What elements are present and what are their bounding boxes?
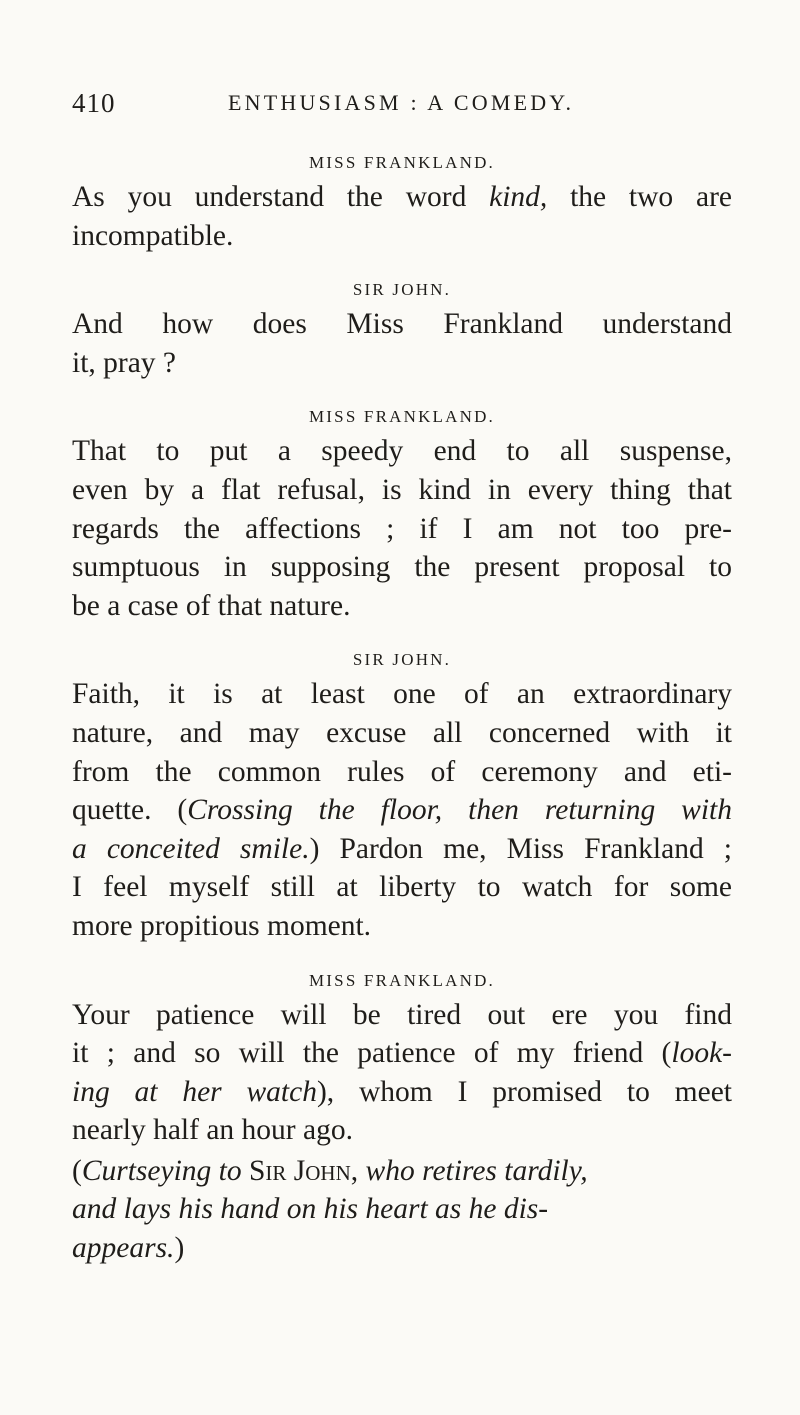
text-line: [72, 1190, 732, 1229]
text-run: ), whom I promised to meet: [316, 1075, 732, 1108]
italic-word: kind,: [489, 181, 548, 213]
text-line: That to put a speedy end to all suspense,: [72, 435, 732, 468]
text-line: even by a flat refusal, is kind in every thing that: [72, 473, 732, 506]
stage-direction: [72, 1152, 732, 1268]
text-line: [72, 1034, 732, 1073]
italic-stage-text: Curtseying to: [81, 1154, 249, 1187]
running-header: [72, 88, 732, 128]
speech-block: [72, 148, 732, 255]
text-line: Faith, it is at least one of an extraordinary: [72, 678, 732, 711]
speech-block: [72, 402, 732, 625]
text-line: I feel myself still at liberty to watch for some: [72, 871, 732, 904]
speech-text: [72, 675, 732, 945]
text-line: sumptuous in supposing the present proposal to: [72, 551, 732, 584]
text-line: [72, 178, 732, 217]
text-line: regards the affections ; if I am not too pre-: [72, 512, 732, 545]
italic-stage-text: ing at her watch: [72, 1075, 317, 1108]
speaker-name: MISS FRANKLAND.: [308, 407, 496, 427]
page-number: 410: [72, 88, 116, 118]
text-run: the two are: [547, 181, 732, 213]
speech-block: [72, 275, 732, 382]
text-line: it, pray ?: [72, 346, 177, 379]
text-run: ) Pardon me, Miss Frankland ;: [309, 832, 732, 865]
speaker-name: MISS FRANKLAND.: [308, 153, 496, 172]
text-line: more propitious moment.: [72, 909, 372, 942]
text-run: As you understand the word: [72, 181, 490, 213]
italic-stage-text: appears.: [72, 1232, 175, 1265]
text-line: And how does Miss Frankland understand: [72, 308, 732, 341]
italic-stage-text: a conceited smile.: [72, 832, 310, 865]
italic-stage-text: look-: [671, 1037, 732, 1070]
text-line: [72, 830, 732, 869]
text-line: nature, and may excuse all concerned with it: [72, 716, 732, 749]
speaker-name: MISS FRANKLAND.: [308, 970, 496, 990]
text-line: incompatible.: [72, 219, 234, 252]
text-run: quette. (: [72, 794, 188, 827]
speech-text: [72, 996, 732, 1150]
text-line: nearly half an hour ago.: [72, 1114, 353, 1147]
italic-stage-text: and lays his hand on his heart as he dis-: [72, 1193, 549, 1226]
text-line: Your patience will be tired out ere you find: [72, 998, 732, 1031]
italic-stage-text: who retires tardily,: [358, 1154, 588, 1187]
text-run: ): [174, 1232, 185, 1265]
text-line: be a case of that nature.: [72, 589, 351, 622]
running-title: ENTHUSIASM : A COMEDY.: [228, 90, 575, 115]
text-run: it ; and so will the patience of my friend (: [72, 1037, 672, 1070]
speaker-name: SIR JOHN.: [352, 280, 452, 300]
italic-stage-text: Crossing the floor, then returning with: [187, 794, 732, 827]
speech-block: [72, 645, 732, 945]
text-line: [72, 791, 732, 830]
speech-text: [72, 178, 732, 255]
speech-block: [72, 966, 732, 1150]
text-run: (: [72, 1154, 82, 1187]
text-line: [72, 1152, 732, 1191]
speaker-name: SIR JOHN.: [352, 650, 452, 670]
text-line: [72, 1229, 732, 1268]
character-name: Sir John,: [249, 1154, 359, 1187]
speech-text: [72, 305, 732, 382]
text-line: from the common rules of ceremony and eti-: [72, 755, 732, 788]
text-line: [72, 1073, 732, 1112]
page-body: [72, 148, 732, 1268]
speech-text: [72, 432, 732, 625]
